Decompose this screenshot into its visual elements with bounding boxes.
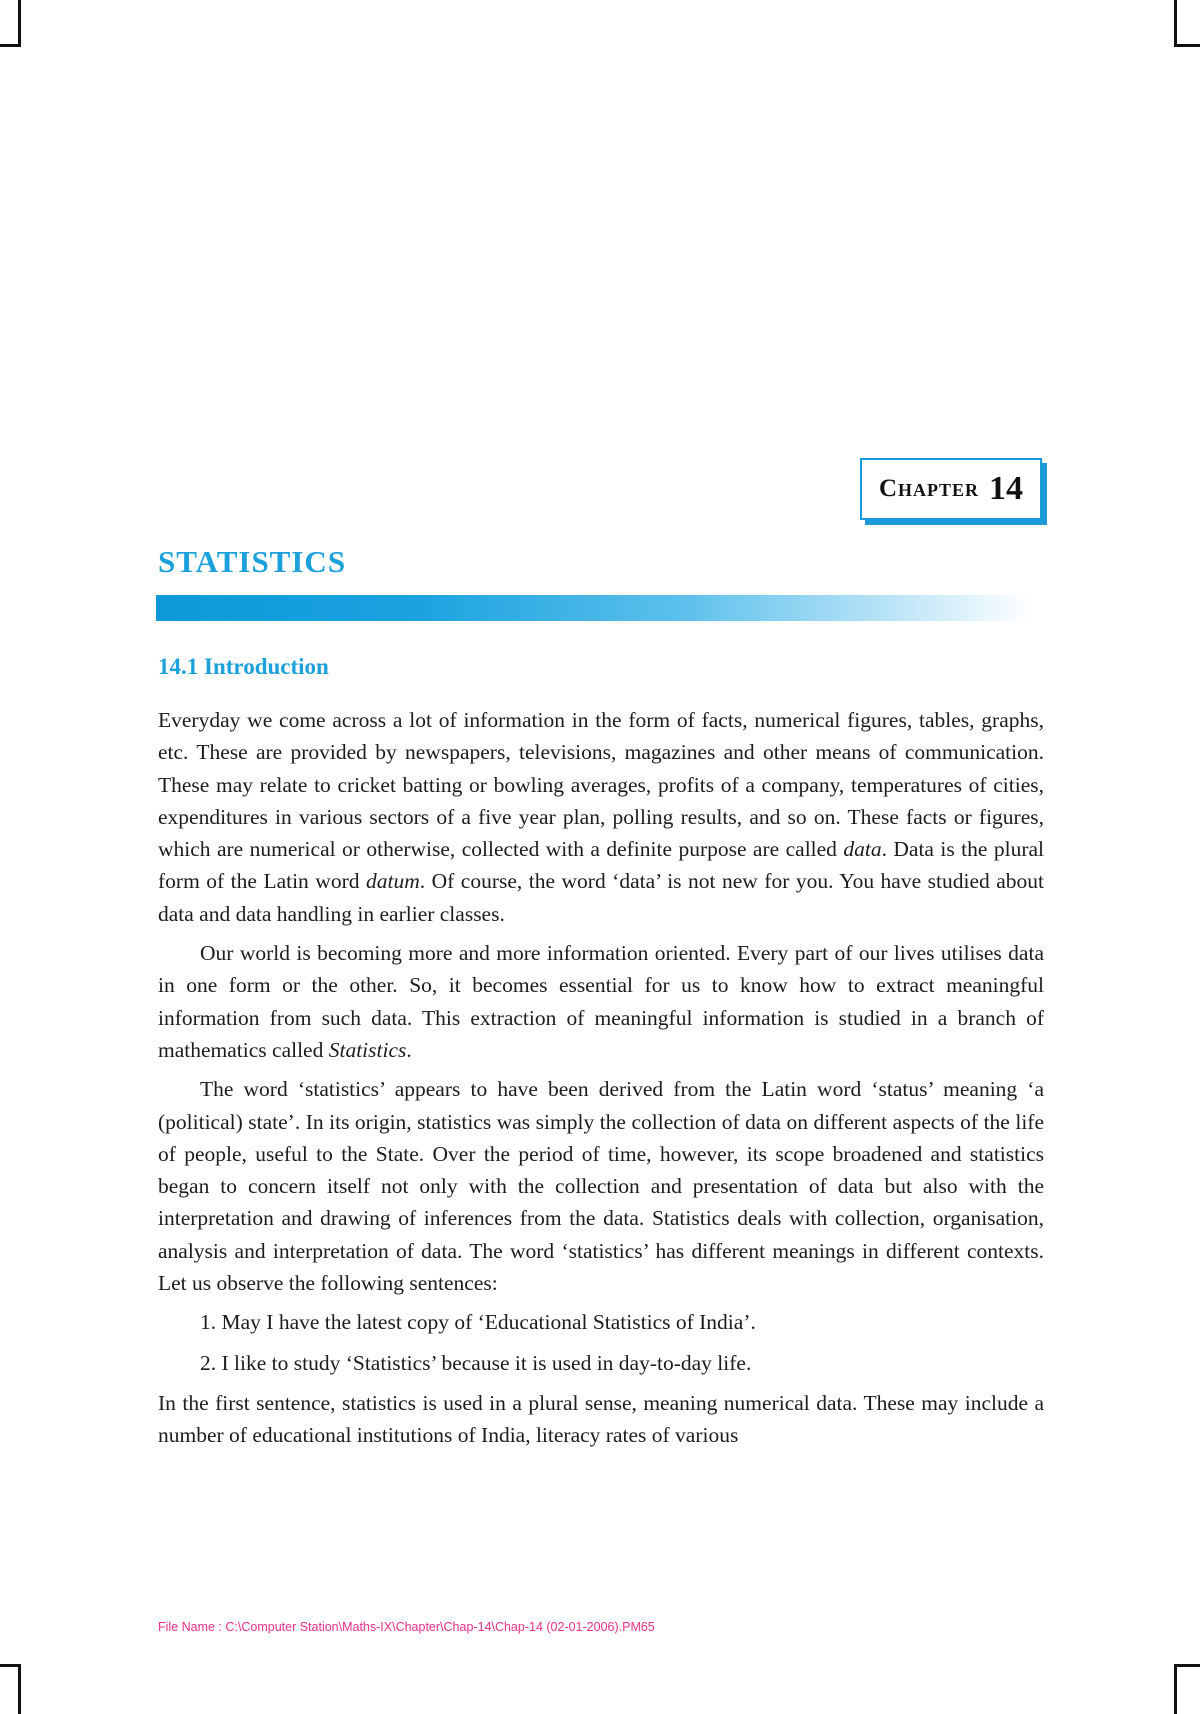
paragraph-4: In the first sentence, statistics is used in a plural sense, meaning numerical data. These may include a number of educational institutions of India, literacy rates of various: [158, 1390, 1044, 1448]
crop-mark-top-right-vertical: [1174, 0, 1177, 46]
paragraph-3: The word ‘statistics’ appears to have been derived from the Latin word ‘status’ meaning ‘a (political) state’. In its origin, statistics was simply the collection of data on different aspects of the life of people, useful to the State. Over the period of time, however, its scope broadened and statistics began to concern itself not only with the collection and presentation of data but also with the interpretation and drawing of inferences from the data. Statistics deals with collection, organisation, analysis and interpretation of data. The word ‘statistics’ has different meanings in different contexts. Let us observe the following sentences:: [158, 1077, 1044, 1296]
chapter-label-box: [860, 458, 1042, 520]
list-item: 2. I like to study ‘Statistics’ because it is used in day-to-day life.: [200, 1350, 752, 1375]
term-datum: datum: [365, 869, 420, 894]
body-text: [158, 704, 1044, 1452]
chapter-title: STATISTICS: [158, 544, 347, 579]
crop-mark-bottom-left-horizontal: [0, 1664, 21, 1667]
term-data: data: [843, 837, 882, 862]
crop-mark-top-left-horizontal: [0, 44, 21, 47]
paragraph-2-part-a: Our world is becoming more and more information oriented. Every part of our lives utilises data in one form or the other. So, it becomes essential for us to know how to extract meaningful information from such data. This extraction of meaningful information is studied in a branch of mathematics called: [158, 941, 1044, 1062]
crop-mark-bottom-left-vertical: [18, 1664, 21, 1714]
paragraph-2-part-b: .: [406, 1037, 412, 1062]
section-heading: 14.1 Introduction: [158, 654, 329, 679]
crop-mark-bottom-right-vertical: [1174, 1664, 1177, 1714]
paragraph-1-part-c: . Of course, the word ‘data’ is not new for you. You have studied about data and data handling in earlier classes.: [158, 869, 1044, 926]
list-item: 1. May I have the latest copy of ‘Educational Statistics of India’.: [200, 1310, 756, 1335]
title-gradient-bar: [156, 595, 1032, 621]
paragraph-2: [158, 937, 1044, 1066]
term-statistics: Statistics: [328, 1037, 407, 1062]
crop-mark-top-right-horizontal: [1174, 44, 1200, 47]
chapter-word: Chapter: [878, 475, 980, 502]
chapter-number: 14: [989, 470, 1024, 507]
crop-mark-bottom-right-horizontal: [1174, 1664, 1200, 1667]
crop-mark-top-left-vertical: [18, 0, 21, 46]
footer-file-name: File Name : C:\Computer Station\Maths-IX\Chapter\Chap-14\Chap-14 (02-01-2006).PM65: [158, 1620, 655, 1634]
paragraph-1: [158, 704, 1044, 930]
paragraph-1-part-b: . Data is the plural form of the Latin word: [158, 837, 1045, 894]
paragraph-1-part-a: Everyday we come across a lot of information in the form of facts, numerical figures, tables, graphs, etc. These are provided by newspapers, televisions, magazines and other means of communication. These may relate to cricket batting or bowling averages, profits of a company, temperatures of cities, expenditures in various sectors of a five year plan, polling results, and so on. These facts or figures, which are numerical or otherwise, collected with a definite purpose are called: [158, 708, 1044, 862]
